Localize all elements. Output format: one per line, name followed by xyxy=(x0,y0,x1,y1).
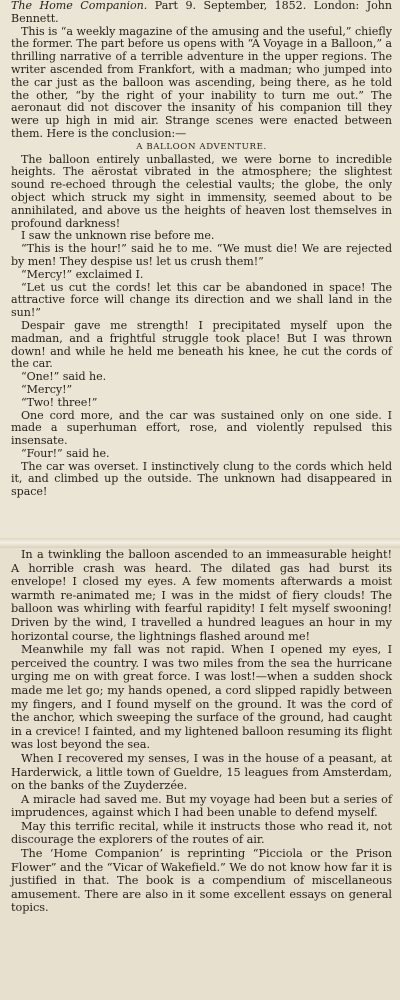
paragraph-car-overset: The car was overset. I instinctively clung to the cords which held it, and climbed up the outside. The unknown had disappeared in space! xyxy=(11,459,392,499)
paragraph-twinkling: In a twinkling the balloon ascended to an immeasurable height! A horrible crash was heard. The dilated gas had burst its envelope! I closed my eyes. A few moments afterwards a moist warmth re-animated me; I was in the midst of fiery clouds! The balloon was whirling with fearful rapidity! I felt myself swooning! Driven by the wind, I travelled a hundred leagues an hour in my horizontal course, the lightnings flashed around me! xyxy=(11,548,392,643)
paragraph-despair: Despair gave me strength! I precipitated myself upon the madman, and a frightful struggle took place! But I was thrown down! and while he held me beneath his knee, he cut the cords of the car. xyxy=(11,318,392,371)
paragraph-one-cord-more: One cord more, and the car was sustained only on one side. I made a superhuman effort, rose, and violently repulsed this insensate. xyxy=(11,408,392,448)
paragraph-cut-the-cords: “Let us cut the cords! let this car be abandoned in space! The attractive force will change its direction and we shall land in the sun!” xyxy=(11,280,392,320)
paragraph-one: “One!” said he. xyxy=(21,370,107,384)
paragraph-mercy-exclaimed: “Mercy!” exclaimed I. xyxy=(21,267,144,281)
paragraph-terrific-recital: May this terrific recital, while it instructs those who read it, not discourage the explorers of the routes of air. xyxy=(11,819,392,847)
review-header xyxy=(11,0,392,26)
intro-paragraph: This is “a weekly magazine of the amusing and the useful,” chiefly the former. The part before us opens with “A Voyage in a Balloon,” a thrilling narrative of a terrible adventure in the upper regions. The writer ascended from Frankfort, with a madman; who jumped into the car just as the balloon was ascending, being there, as he told the other, “by the right of your inability to turn me out.” The aeronaut did not discover the insanity of his companion till they were up high in mid air. Strange scenes were enacted between them. Here is the conclusion:— xyxy=(11,24,392,140)
paragraph-fall-not-rapid: Meanwhile my fall was not rapid. When I opened my eyes, I perceived the country. I was two miles from the sea the hurricane urging me on with great force. I was lost!—when a sudden shock made me let go; my hands opened, a cord slipped rapidly between my fingers, and I found myself on the ground. It was the cord of the anchor, which sweeping the surface of the ground, had caught in a crevice! I fainted, and my lightened balloon resuming its flight was lost beyond the sea. xyxy=(11,643,392,752)
paragraph-miracle: A miracle had saved me. But my voyage had been but a series of imprudences, against which I had been unable to defend myself. xyxy=(11,792,392,820)
clipping-seam xyxy=(0,538,400,548)
clipping-lower xyxy=(0,548,400,1000)
paragraph-recovered-senses: When I recovered my senses, I was in the house of a peasant, at Harderwick, a little town of Gueldre, 15 leagues from Amsterdam, on the banks of the Zuyderzée. xyxy=(11,751,392,793)
journal-title: The Home Companion. xyxy=(11,0,148,12)
paragraph-balloon-heights: The balloon entirely unballasted, we were borne to incredible heights. The aërostat vibrated in the atmosphere; the slightest sound re-echoed through the celestial vaults; the globe, the only object which struck my sight in immensity, seemed about to be annihilated, and above us the heights of heaven lost themselves in profound darkness! xyxy=(11,152,392,230)
paragraph-home-companion-reprinting: The ‘Home Companion’ is reprinting “Picciola or the Prison Flower” and the “Vicar of Wakefield.” We do not know how far it is justified in that. The book is a compendium of miscellaneous amusement. There are also in it some excellent essays on general topics. xyxy=(11,847,392,915)
paragraph-unknown-rise: I saw the unknown rise before me. xyxy=(21,229,215,243)
section-caption: A BALLOON ADVENTURE. xyxy=(136,141,267,152)
paragraph-this-is-the-hour: “This is the hour!” said he to me. “We must die! We are rejected by men! They despise us! let us crush them!” xyxy=(11,242,392,268)
paragraph-mercy: “Mercy!” xyxy=(21,382,73,396)
paragraph-two-three: “Two! three!” xyxy=(21,395,98,409)
paragraph-four: “Four!” said he. xyxy=(21,446,110,460)
review-header-details: Part 9. September, 1852. London: John Bennett. xyxy=(11,0,392,25)
